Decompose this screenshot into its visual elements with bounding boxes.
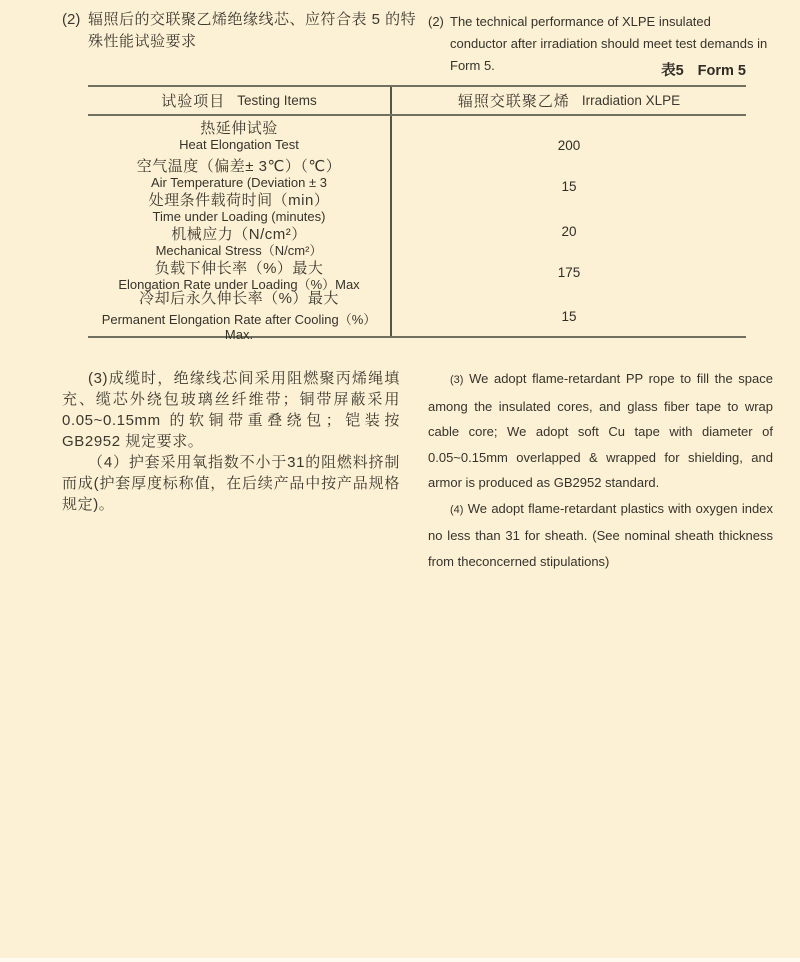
header-label-en: Testing Items — [237, 93, 317, 108]
row-label-en: Heat Elongation Test — [179, 137, 299, 152]
paragraph-marker: (2) — [428, 14, 444, 29]
table-value: 200 — [557, 138, 581, 153]
table-row — [88, 116, 390, 156]
note-paragraph-3-en — [428, 366, 773, 496]
paragraph-marker: (4) — [450, 503, 464, 516]
notes-en — [428, 366, 773, 574]
table-value: 15 — [561, 309, 577, 324]
table-value: 15 — [561, 179, 577, 194]
text-line: 辐照后的交联聚乙烯绝缘线芯、应符合表 5 的特 — [88, 11, 417, 28]
paragraph-marker: (2) — [62, 11, 81, 28]
row-label-zh: 处理条件载荷时间（min） — [148, 192, 330, 209]
row-label-zh: 机械应力（N/cm²） — [171, 225, 307, 243]
row-label-zh: 热延伸试验 — [200, 120, 278, 137]
text-line: conductor after irradiation should meet test demands in Form 5. — [450, 36, 768, 73]
row-label-en: Mechanical Stress（N/cm²） — [155, 242, 323, 258]
intro-paragraph-zh — [62, 9, 427, 53]
table-items-column — [88, 116, 390, 342]
table-value: 20 — [561, 224, 577, 239]
note-text: 护套采用氧指数不小于31的阻燃料挤制而成(护套厚度标称值，在后续产品中按产品规格规定)。 — [62, 454, 400, 513]
note-paragraph-4-zh — [62, 452, 400, 515]
table-row — [88, 258, 390, 294]
note-text: We adopt flame-retardant PP rope to fill the space among the insulated cores, and glass fiber tape to wrap cable core; We adopt soft Cu tape with diameter of 0.05~0.15mm overlapped & wrapped for shielding, and armor is produced as GB2952 standard. — [428, 371, 773, 490]
page-bottom-edge — [0, 958, 800, 962]
header-label-zh: 试验项目 — [161, 93, 226, 110]
spec-table — [88, 85, 746, 342]
row-label-zh: 负载下伸长率（%）最大 — [154, 260, 324, 277]
table-header-testing-items — [88, 87, 390, 114]
paragraph-marker: （4） — [88, 454, 129, 471]
row-label-en: Permanent Elongation Rate after Cooling（%）Max. — [101, 312, 377, 342]
text-line: The technical performance of XLPE insulated — [450, 14, 711, 29]
row-label-en: Air Temperature (Deviation ± 3 — [151, 174, 327, 190]
header-label-en: Irradiation XLPE — [581, 93, 681, 108]
notes-zh — [62, 368, 400, 515]
table-values-column — [390, 116, 746, 336]
text-line: 殊性能试验要求 — [88, 33, 197, 50]
row-label-zh: 空气温度（偏差± 3℃）（℃） — [136, 157, 342, 175]
paragraph-marker: (3) — [450, 374, 464, 386]
table-body — [88, 116, 746, 342]
form-caption-zh: 表5 — [661, 63, 684, 79]
form-caption-en: Form 5 — [697, 63, 746, 79]
paragraph-lines — [88, 9, 427, 53]
form-caption — [88, 59, 746, 80]
note-paragraph-4-en — [428, 496, 773, 575]
note-text: We adopt flame-retardant plastics with oxygen index no less than 31 for sheath. (See nominal sheath thickness from theconcerned stipulations) — [428, 500, 773, 569]
table-row — [88, 191, 390, 225]
table-header-irradiation-xlpe — [390, 87, 746, 114]
row-label-zh: 冷却后永久伸长率（%）最大 — [139, 290, 339, 307]
row-label-en: Time under Loading (minutes) — [152, 209, 326, 224]
row-label-en: Elongation Rate under Loading（%）Max — [118, 277, 360, 292]
header-label-zh: 辐照交联聚乙烯 — [457, 93, 570, 110]
table-row — [88, 156, 390, 191]
table-row — [88, 225, 390, 258]
table-value: 175 — [557, 265, 581, 280]
paragraph-marker: (3) — [88, 370, 109, 387]
note-paragraph-3-zh — [62, 368, 400, 452]
table-row — [88, 290, 390, 342]
note-text: 成缆时，绝缘线芯间采用阻燃聚丙烯绳填充、缆芯外绕包玻璃丝纤维带；铜带屏蔽采用0.05~0.15mm 的软铜带重叠绕包；铠装按GB2952 规定要求。 — [62, 370, 400, 450]
table-header-row — [88, 87, 746, 116]
